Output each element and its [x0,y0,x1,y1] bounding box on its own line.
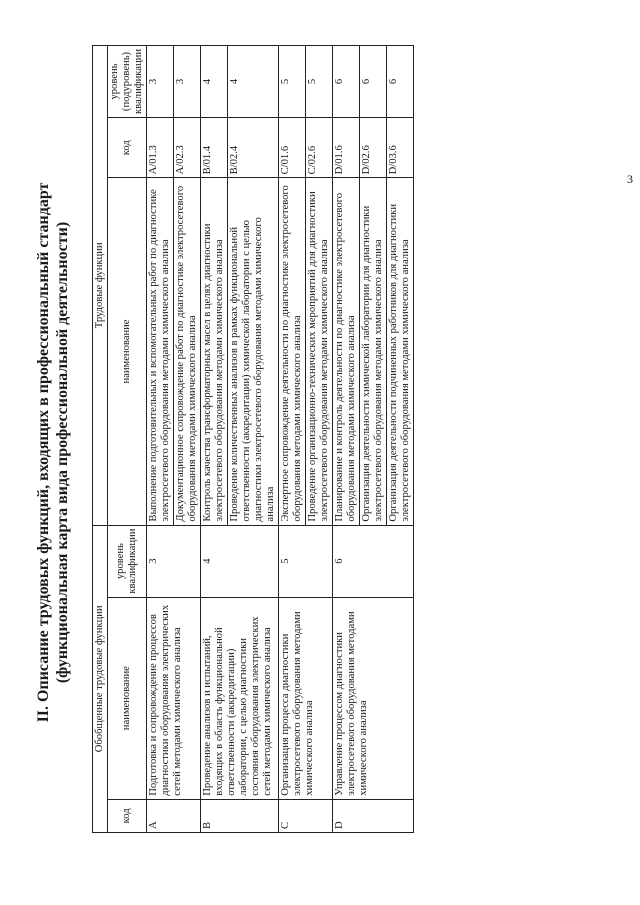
tf-sublevel: 5 [306,46,333,118]
gf-level: 3 [147,525,201,597]
header-tf-name: наименование [108,178,147,525]
gf-name: Подготовка и сопровождение процессов диагностики оборудования электрических сетей методами химического анализа [147,597,201,799]
tf-code: D/01.6 [333,118,360,178]
tf-name: Проведение организационно-технических мероприятий для диагностики электросетевого оборудования методами химического анализа [306,178,333,525]
tf-code: D/03.6 [387,118,414,178]
tf-code: C/01.6 [279,118,306,178]
gf-level: 5 [279,525,333,597]
header-row-1 [93,46,108,833]
tf-sublevel: 6 [333,46,360,118]
tf-sublevel: 4 [228,46,279,118]
gf-level: 6 [333,525,414,597]
title-line-1: II. Описание трудовых функций, входящих в профессиональный стандарт [35,182,52,723]
table-row [279,46,306,833]
header-generalized-functions: Обобщенные трудовые функции [93,525,108,832]
tf-sublevel: 5 [279,46,306,118]
table-row [333,46,360,833]
gf-name: Управление процессом диагностики электросетевого оборудования методами химического анализа [333,597,414,799]
tf-sublevel: 3 [174,46,201,118]
header-sublevel: уровень (подуровень) квалификации [108,46,147,118]
tf-name: Выполнение подготовительных и вспомогательных работ по диагностике электросетевого оборудования методами химического анализа [147,178,174,525]
tf-sublevel: 3 [147,46,174,118]
gf-code: A [147,799,201,832]
header-code: код [108,799,147,832]
tf-code: B/01.4 [201,118,228,178]
gf-name: Организация процесса диагностики электросетевого оборудования методами химического анализа [279,597,333,799]
tf-sublevel: 6 [360,46,387,118]
gf-code: B [201,799,279,832]
gf-level: 4 [201,525,279,597]
tf-sublevel: 6 [387,46,414,118]
table-row [147,46,174,833]
header-labor-functions: Трудовые функции [93,46,108,526]
tf-name: Экспертное сопровождение деятельности по диагностике электросетевого оборудования методами химического анализа [279,178,306,525]
functional-map-table [92,45,414,833]
header-qualification-level: уровень квалификации [108,525,147,597]
tf-sublevel: 4 [201,46,228,118]
tf-name: Документационное сопровождение работ по диагностике электросетевого оборудования методами химического анализа [174,178,201,525]
header-row-2 [108,46,147,833]
tf-code: A/01.3 [147,118,174,178]
tf-name: Проведение количественных анализов в рамках функциональной ответственности (аккредитации) химической лаборатории с целью диагностики электросетевого оборудования методами химического анализа [228,178,279,525]
tf-name: Организация деятельности подчиненных работников для диагностики электросетевого оборудования методами химического анализа [387,178,414,525]
tf-name: Организация деятельности химической лаборатории для диагностики электросетевого оборудования методами химического анализа [360,178,387,525]
page-number: 3 [627,172,633,186]
header-name: наименование [108,597,147,799]
tf-code: D/02.6 [360,118,387,178]
table-row [201,46,228,833]
section-title [34,0,72,905]
tf-name: Контроль качества трансформаторных масел в целях диагностики электросетевого оборудования методами химического анализа [201,178,228,525]
gf-code: C [279,799,333,832]
tf-name: Планирование и контроль деятельности по диагностике электросетевого оборудования методами химического анализа [333,178,360,525]
gf-code: D [333,799,414,832]
header-tf-code: код [108,118,147,178]
tf-code: C/02.6 [306,118,333,178]
gf-name: Проведение анализов и испытаний, входящих в область функциональной ответственности (аккредитации) лаборатории, с целью диагностики состояния оборудования электрических сетей методами химического анализа [201,597,279,799]
tf-code: B/02.4 [228,118,279,178]
tf-code: A/02.3 [174,118,201,178]
title-line-2: (функциональная карта вида профессиональной деятельности) [54,221,71,684]
